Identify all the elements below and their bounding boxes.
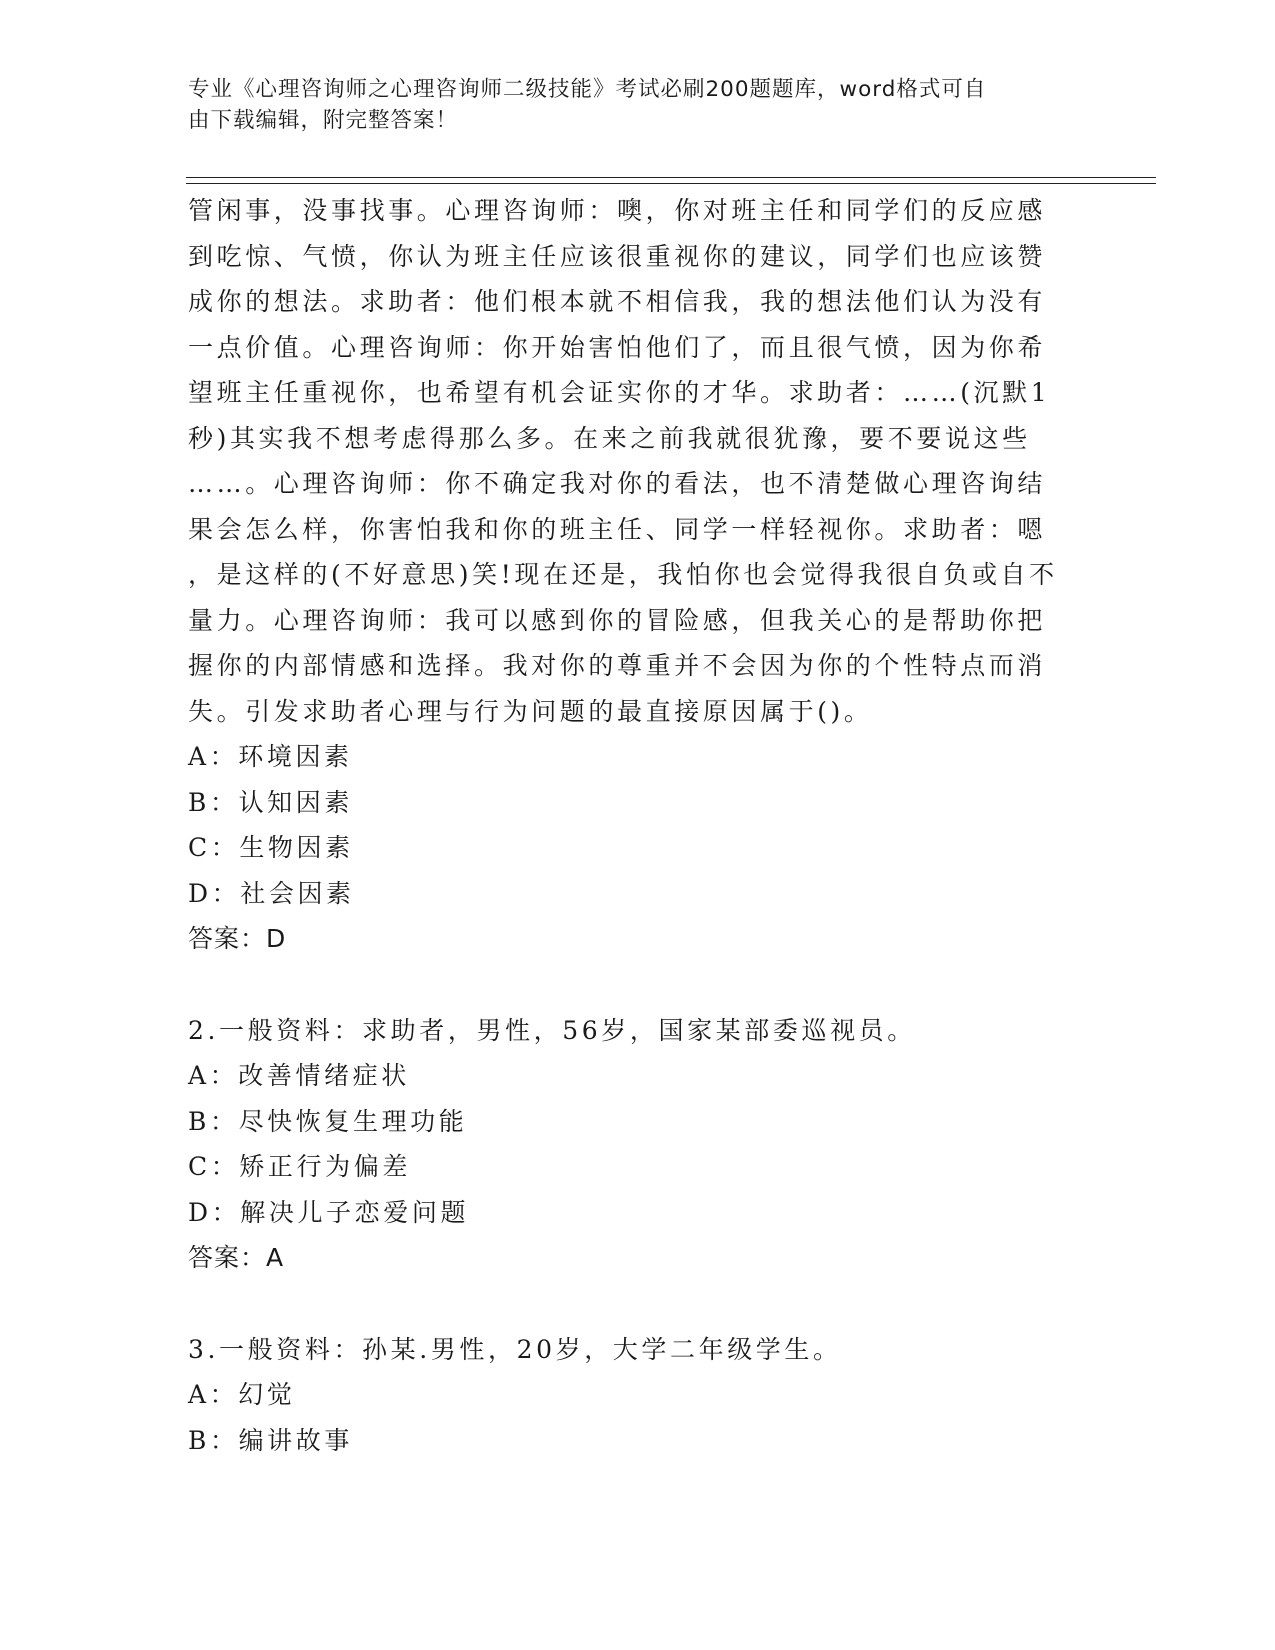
question-2-option-c: C：矫正行为偏差	[188, 1152, 411, 1181]
question-2	[188, 1008, 1088, 1281]
question-1-option-a: A：环境因素	[188, 742, 353, 771]
document-header	[188, 74, 1068, 136]
header-title-line-2: 由下载编辑，附完整答案！	[188, 108, 459, 133]
question-1-stem-line: 望班主任重视你，也希望有机会证实你的才华。求助者：……(沉默1	[188, 378, 1051, 407]
question-1-answer: 答案：D	[188, 924, 287, 953]
question-1-stem-line: 到吃惊、气愤，你认为班主任应该很重视你的建议，同学们也应该赞	[188, 241, 1047, 271]
question-1-option-d: D：社会因素	[188, 878, 355, 908]
header-divider-bottom	[186, 183, 1156, 184]
question-spacer	[188, 962, 1088, 1008]
question-2-option-d: D：解决儿子恋爱问题	[188, 1197, 470, 1227]
question-spacer	[188, 1281, 1088, 1327]
question-1-stem-line: ，是这样的(不好意思)笑!现在还是，我怕你也会觉得我很自负或自不	[188, 560, 1058, 589]
question-content	[188, 188, 1088, 1463]
question-1-stem-line: 果会怎么样，你害怕我和你的班主任、同学一样轻视你。求助者：嗯	[188, 514, 1047, 544]
question-1-stem-line: 握你的内部情感和选择。我对你的尊重并不会因为你的个性特点而消	[188, 651, 1047, 680]
question-3	[188, 1327, 1088, 1464]
question-1-stem-line: 一点价值。心理咨询师：你开始害怕他们了，而且很气愤，因为你希	[188, 332, 1047, 362]
question-1-stem-line: ……。心理咨询师：你不确定我对你的看法，也不清楚做心理咨询结	[188, 469, 1047, 498]
question-2-answer: 答案：A	[188, 1243, 285, 1272]
question-3-option-b: B：编讲故事	[188, 1425, 353, 1455]
question-2-option-a: A：改善情绪症状	[188, 1061, 410, 1090]
question-2-option-b: B：尽快恢复生理功能	[188, 1106, 468, 1136]
question-1-stem-line: 失。引发求助者心理与行为问题的最直接原因属于()。	[188, 696, 873, 726]
question-1-stem-line: 秒)其实我不想考虑得那么多。在来之前我就很犹豫，要不要说这些	[188, 423, 1031, 453]
question-3-option-a: A：幻觉	[188, 1380, 296, 1409]
question-1-option-c: C：生物因素	[188, 833, 354, 862]
question-1-option-b: B：认知因素	[188, 787, 353, 817]
question-1-stem-line: 量力。心理咨询师：我可以感到你的冒险感，但我关心的是帮助你把	[188, 605, 1047, 635]
header-divider-top	[186, 177, 1156, 178]
question-1	[188, 188, 1088, 962]
question-2-stem: 2.一般资料：求助者，男性，56岁，国家某部委巡视员。	[188, 1015, 916, 1045]
question-1-stem-line: 管闲事，没事找事。心理咨询师：噢，你对班主任和同学们的反应感	[188, 196, 1047, 225]
header-title-line-1: 专业《心理咨询师之心理咨询师二级技能》考试必刷200题题库，word格式可自	[188, 77, 987, 102]
question-3-stem: 3.一般资料：孙某.男性，20岁，大学二年级学生。	[188, 1334, 842, 1364]
question-1-stem-line: 成你的想法。求助者：他们根本就不相信我，我的想法他们认为没有	[188, 287, 1047, 316]
